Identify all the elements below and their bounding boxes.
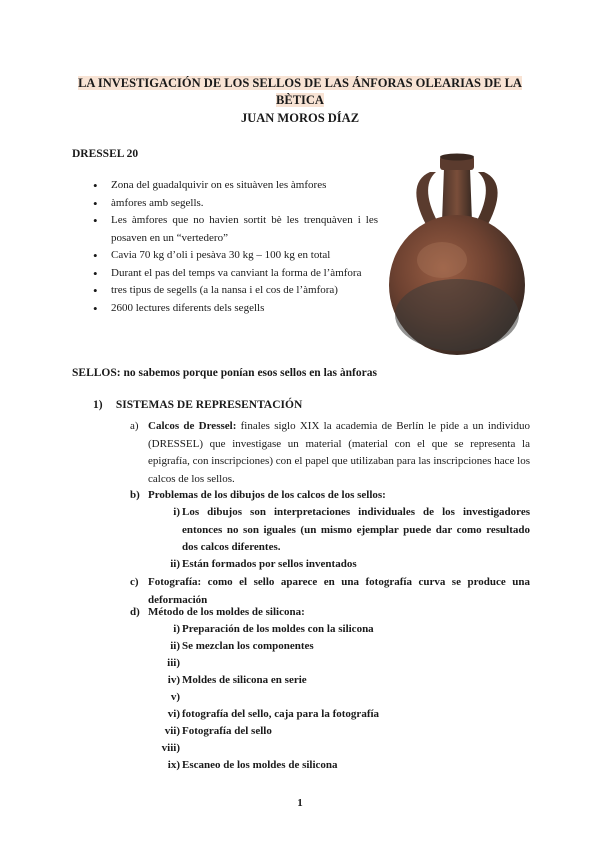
subitem-marker: ix)	[167, 759, 180, 771]
dressel-bullet-list	[93, 177, 378, 317]
subitem-text: Escaneo de los moldes de silicona	[182, 759, 338, 771]
subitem-marker: viii)	[161, 742, 180, 754]
page-number: 1	[297, 797, 303, 809]
subitem-b-i	[150, 504, 530, 557]
subitem-d-ii	[150, 638, 530, 656]
item-marker: b)	[130, 489, 140, 501]
bullet-item: • 2600 lectures diferents dels segells	[93, 300, 378, 318]
subitem-marker: iii)	[167, 657, 180, 669]
subitem-b-ii	[150, 556, 530, 574]
subitem-d-vii	[150, 723, 530, 741]
subitem-marker: ii)	[170, 640, 180, 652]
subitem-text: Fotografía del sello	[182, 725, 272, 737]
item-b-text: Problemas de los dibujos de los calcos de los sellos:	[148, 489, 386, 501]
title-line-1: LA INVESTIGACIÓN DE LOS SELLOS DE LAS ÁNFORAS OLEARIAS DE LA	[78, 76, 522, 90]
item-marker: d)	[130, 606, 140, 618]
subitem-marker: i)	[173, 623, 180, 635]
item-d-text: Método de los moldes de silicona:	[148, 606, 305, 618]
subitem-marker: i)	[173, 506, 180, 518]
dressel-heading: DRESSEL 20	[72, 148, 139, 160]
bullet-item: • àmfores amb segells.	[93, 195, 378, 213]
bullet-item: • Zona del guadalquivir on es situàven les àmfores	[93, 177, 378, 195]
subitem-marker: vi)	[167, 708, 180, 720]
subitem-marker: v)	[170, 691, 180, 703]
subitem-text: Los dibujos son interpretaciones individuales de los investigadores entonces no son iguales (un mismo ejemplar puede dar como resultado dos calcos diferentes.	[182, 506, 530, 553]
subitem-text: fotografía del sello, caja para la fotografía	[182, 708, 380, 720]
author-name: JUAN MOROS DÍAZ	[240, 111, 360, 125]
item-c-text: Fotografía: como el sello aparece en una fotografía curva se produce una deformación	[148, 576, 530, 606]
section-number: 1)	[93, 399, 103, 411]
item-marker: a)	[130, 420, 139, 432]
bullet-item: • Durant el pas del temps va canviant la forma de l’àmfora	[93, 265, 378, 283]
bullet-item: • tres tipus de segells (a la nansa i el cos de l’àmfora)	[93, 282, 378, 300]
item-b	[130, 487, 530, 505]
subitem-d-i	[150, 621, 530, 639]
document-title	[70, 75, 530, 109]
title-line-2: BÈTICA	[276, 93, 324, 107]
subitem-text: Están formados por sellos inventados	[182, 558, 357, 570]
subitem-d-vi	[150, 706, 530, 724]
sellos-intro: SELLOS: no sabemos porque ponían esos sellos en las ànforas	[72, 367, 377, 379]
subitem-text: Preparación de los moldes con la silicona	[182, 623, 374, 635]
subitem-marker: iv)	[167, 674, 180, 686]
amphora-image	[382, 140, 532, 365]
subitem-d-iv	[150, 672, 530, 690]
subitem-text: Se mezclan los componentes	[182, 640, 314, 652]
section-title: SISTEMAS DE REPRESENTACIÓN	[115, 399, 303, 411]
bullet-item: • Les àmfores que no havien sortit bè les trenquàven i les posaven en un “vertedero”	[93, 212, 378, 247]
item-a-text: finales siglo XIX la academia de Berlín le pide a un individuo (DRESSEL) que investigase un material (material con el que se representa la epigrafía, con inscripciones) con el papel que utilizaban para las inscripciones hace los calcos de los sellos.	[148, 420, 530, 485]
subitem-marker: vii)	[164, 725, 180, 737]
subitem-marker: ii)	[170, 558, 180, 570]
item-d	[130, 604, 530, 622]
item-a	[130, 418, 530, 488]
section-sistemas	[93, 399, 302, 411]
item-a-lead: Calcos de Dressel:	[148, 420, 237, 432]
item-marker: c)	[130, 576, 139, 588]
subitem-text: Moldes de silicona en serie	[182, 674, 307, 686]
subitem-d-ix	[150, 757, 530, 775]
bullet-item: • Cavia 70 kg d’oli i pesàva 30 kg – 100 kg en total	[93, 247, 378, 265]
